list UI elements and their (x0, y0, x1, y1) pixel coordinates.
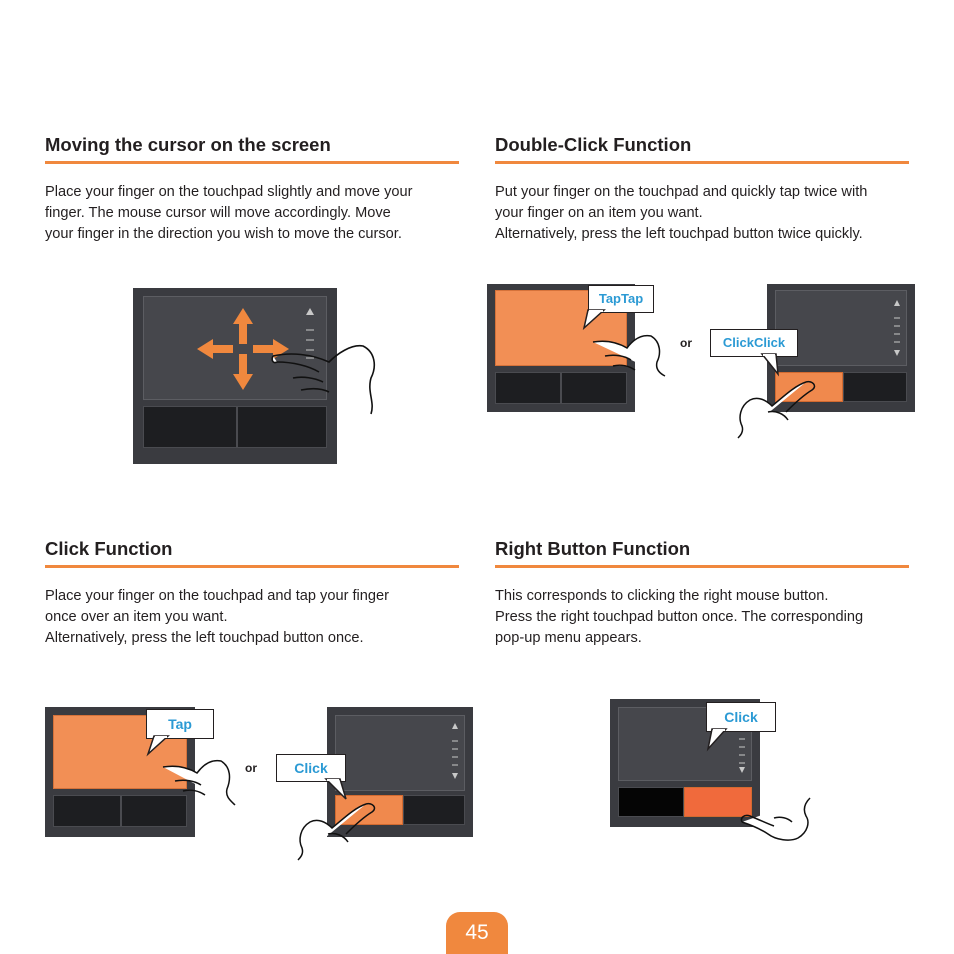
touchpad-left-button (143, 406, 237, 448)
section-description (45, 586, 459, 649)
hand-clicking-icon (732, 376, 822, 438)
section-description (495, 586, 909, 649)
touchpad-right-button (843, 372, 907, 402)
description-line: your finger on an item you want. (495, 205, 703, 221)
description-line: once over an item you want. (45, 609, 228, 625)
touchpad-left-button (53, 795, 121, 827)
bubble-label: Tap (168, 716, 192, 732)
or-label: or (245, 761, 257, 775)
bubble-label: Click (724, 709, 758, 725)
description-line: Alternatively, press the left touchpad button once. (45, 630, 364, 646)
hand-clicking-icon (740, 796, 812, 844)
bubble-tail (324, 779, 348, 801)
title-underline (495, 565, 909, 568)
description-line: Press the right touchpad button once. The corresponding (495, 609, 864, 625)
section-title: Right Button Function (495, 538, 691, 559)
scroll-strip-icon (449, 721, 461, 781)
description-line: Place your finger on the touchpad slightly and move your (45, 184, 413, 200)
description-line: finger. The mouse cursor will move accordingly. Move (45, 205, 391, 221)
title-underline (45, 161, 459, 164)
description-line: Alternatively, press the left touchpad button twice quickly. (495, 226, 863, 242)
description-line: pop-up menu appears. (495, 630, 642, 646)
description-line: Place your finger on the touchpad and tap your finger (45, 588, 389, 604)
section-title: Moving the cursor on the screen (45, 134, 331, 155)
section-description (45, 182, 459, 245)
speech-bubble-click (276, 754, 346, 782)
section-right-button (495, 537, 909, 649)
description-line: your finger in the direction you wish to move the cursor. (45, 226, 402, 242)
hand-tapping-icon (161, 753, 239, 809)
scroll-strip-icon (736, 735, 748, 775)
touchpad-right-button (403, 795, 465, 825)
bubble-tail (146, 736, 170, 756)
title-underline (495, 161, 909, 164)
section-double-click (495, 133, 909, 245)
bubble-label: Click (294, 760, 328, 776)
touchpad-left-button (618, 787, 684, 817)
section-click (45, 537, 459, 649)
bubble-label: TapTap (598, 291, 644, 306)
speech-bubble-clickclick (710, 329, 798, 357)
section-title: Double-Click Function (495, 134, 692, 155)
bubble-tail (582, 310, 606, 330)
scroll-strip-icon (891, 298, 903, 358)
section-description (495, 182, 909, 245)
figure-cursor-move (133, 288, 337, 464)
description-line: This corresponds to clicking the right mouse button. (495, 588, 829, 604)
touchpad-surface (335, 715, 465, 791)
bubble-tail (758, 354, 782, 376)
touchpad-left-button (495, 372, 561, 404)
speech-bubble-tap (146, 709, 214, 739)
bubble-tail (704, 729, 728, 751)
section-title: Click Function (45, 538, 173, 559)
or-label: or (680, 336, 692, 350)
bubble-label: ClickClick (722, 335, 786, 350)
speech-bubble-taptap (588, 285, 654, 313)
speech-bubble-click (706, 702, 776, 732)
section-moving-cursor (45, 133, 459, 245)
hand-clicking-icon (292, 798, 382, 860)
hand-pointing-icon (271, 336, 381, 416)
title-underline (45, 565, 459, 568)
hand-tapping-icon (591, 328, 671, 380)
description-line: Put your finger on the touchpad and quickly tap twice with (495, 184, 868, 200)
page-number: 45 (446, 912, 508, 954)
